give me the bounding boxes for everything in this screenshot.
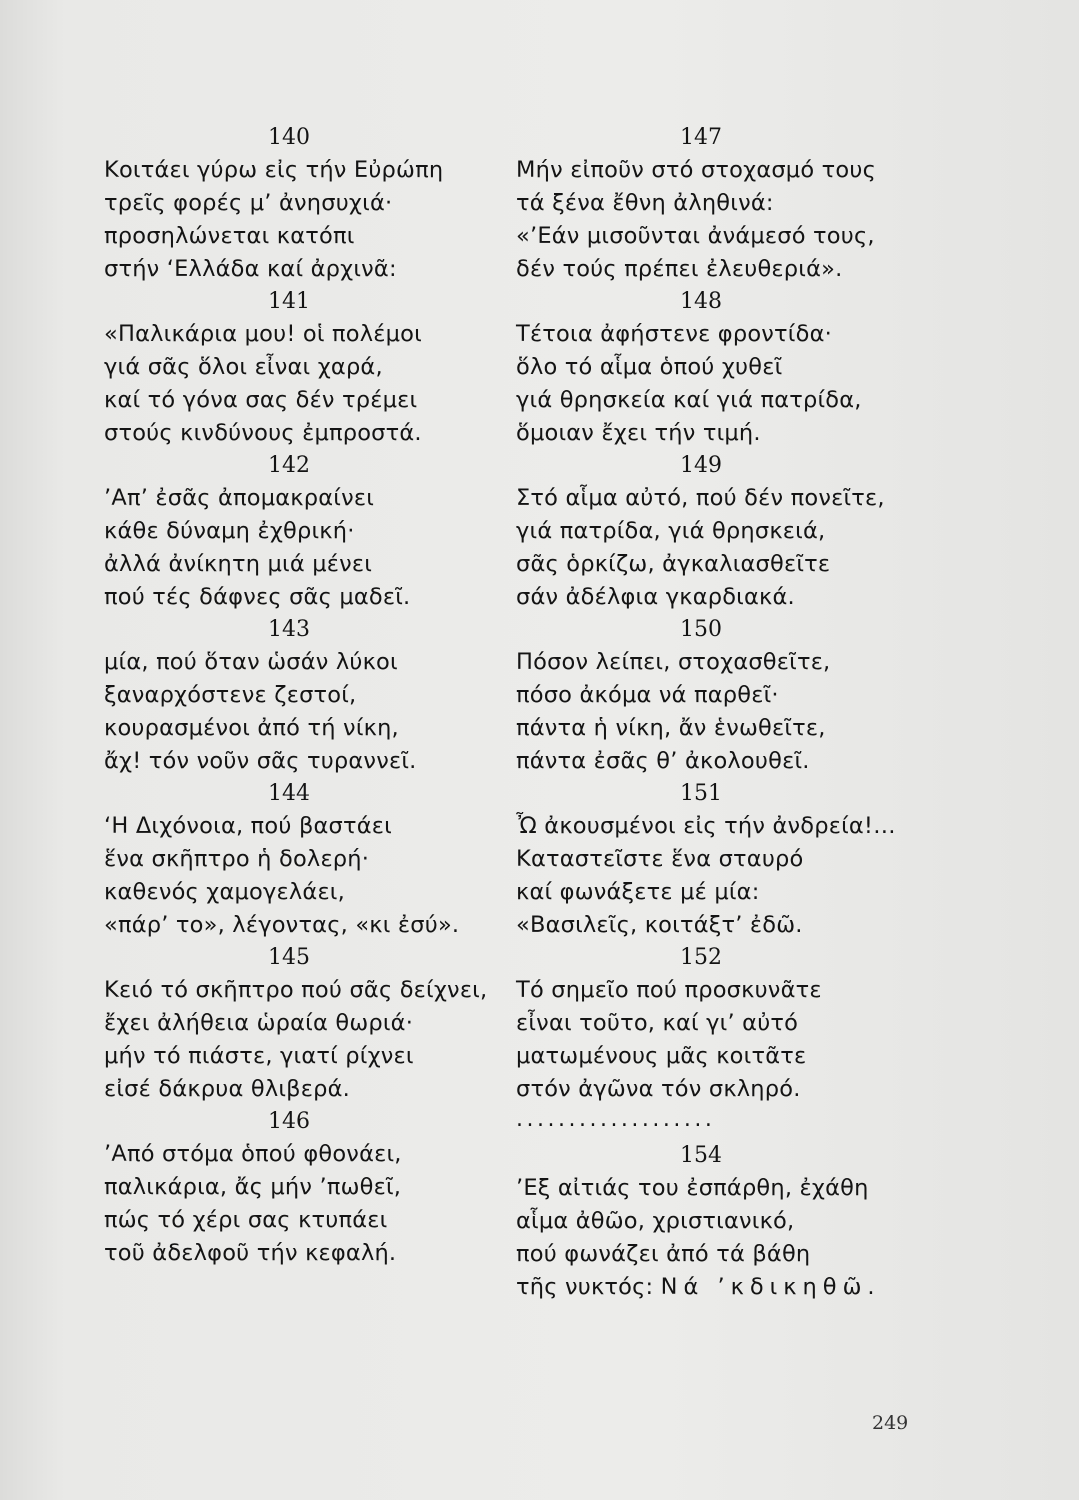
verse-line: δέν τούς πρέπει ἐλευθεριά». [516,256,843,282]
verse-line: ματωμένους μᾶς κοιτᾶτε [516,1043,807,1069]
verse-line: «’Εάν μισοῦνται ἀνάμεσό τους, [516,223,875,249]
stanza-145 [104,942,524,1106]
omission-dots: ................... [516,1107,716,1132]
verse-line: τρεῖς φορές μ’ ἀνησυχιά· [104,190,393,216]
verse-line: τά ξένα ἔθνη ἀληθινά: [516,190,774,216]
stanza-number: 151 [680,781,722,806]
stanza-number: 147 [680,125,722,150]
verse-line: Καταστεῖστε ἕνα σταυρό [516,846,804,872]
verse-line: κουρασμένοι ἀπό τή νίκη, [104,715,399,741]
verse-line: ἀλλά ἀνίκητη μιά μένει [104,551,373,577]
verse-line: «Βασιλεῖς, κοιτάξτ’ ἐδῶ. [516,912,803,938]
verse-line: ἔχει ἀλήθεια ὡραία θωριά· [104,1010,414,1036]
verse-line: «πάρ’ το», λέγοντας, «κι ἐσύ». [104,912,460,938]
verse-line: ὅμοιαν ἔχει τήν τιμή. [516,420,761,446]
stanza-140 [104,122,524,286]
verse-line: ἄχ! τόν νοῦν σᾶς τυραννεῖ. [104,748,417,774]
verse-line: πόσο ἀκόμα νά παρθεῖ· [516,682,779,708]
verse-line: πάντα ἐσᾶς θ’ ἀκολουθεῖ. [516,748,810,774]
stanza-number: 149 [680,453,722,478]
stanza-number: 152 [680,945,722,970]
verse-line: εἰσέ δάκρυα θλιβερά. [104,1076,350,1102]
stanza-146 [104,1106,524,1270]
stanza-number: 144 [268,781,310,806]
verse-line: πώς τό χέρι σας κτυπάει [104,1207,388,1233]
stanza-154 [516,1140,936,1304]
verse-line: ’Από στόμα ὁπού φθονάει, [104,1141,402,1167]
verse-line: ’Εξ αἰτιάς του ἐσπάρθη, ἐχάθη [516,1175,869,1201]
verse-line: γιά θρησκεία καί γιά πατρίδα, [516,387,862,413]
verse-line: ‘Η Διχόνοια, πού βαστάει [104,813,392,839]
verse-line: πού τές δάφνες σᾶς μαδεῖ. [104,584,411,610]
verse-line: στήν ‘Ελλάδα καί ἀρχινᾶ: [104,256,397,282]
stanza-142 [104,450,524,614]
stanza-number: 154 [680,1143,722,1168]
verse-line: ξαναρχόστενε ζεστοί, [104,682,357,708]
stanza-number: 146 [268,1109,310,1134]
verse-line: Κειό τό σκῆπτρο πού σᾶς δείχνει, [104,977,488,1003]
verse-line: Ὦ ἀκουσμένοι εἰς τήν ἀνδρεία!… [516,813,896,839]
verse-line: Πόσον λείπει, στοχασθεῖτε, [516,649,831,675]
verse-line: πάντα ἡ νίκη, ἄν ἑνωθεῖτε, [516,715,826,741]
stanza-number: 148 [680,289,722,314]
stanza-147 [516,122,936,286]
verse-line: αἷμα ἀθῶο, χριστιανικό, [516,1208,795,1234]
stanza-141 [104,286,524,450]
stanza-149 [516,450,936,614]
verse-line: σᾶς ὁρκίζω, ἀγκαλιασθεῖτε [516,551,831,577]
page-number: 249 [872,1412,909,1434]
verse-line: προσηλώνεται κατόπι [104,223,355,249]
verse-line: μία, πού ὅταν ὡσάν λύκοι [104,649,398,675]
verse-line: μήν τό πιάστε, γιατί ρίχνει [104,1043,414,1069]
left-column [104,122,524,1270]
verse-line: παλικάρια, ἄς μήν ’πωθεῖ, [104,1174,402,1200]
stanza-number: 141 [268,289,310,314]
verse-line: Κοιτάει γύρω εἰς τήν Εὐρώπη [104,157,444,183]
verse-line: πού φωνάζει ἀπό τά βάθη [516,1241,811,1267]
verse-line: εἶναι τοῦτο, καί γι’ αὐτό [516,1010,799,1036]
verse-line: γιά σᾶς ὅλοι εἶναι χαρά, [104,354,383,380]
verse-line: κάθε δύναμη ἐχθρική· [104,518,355,544]
final-verse-line [516,1271,936,1304]
verse-line: ὅλο τό αἷμα ὁπού χυθεῖ [516,354,783,380]
verse-line: Τέτοια ἀφήστενε φροντίδα· [516,321,832,347]
stanza-148 [516,286,936,450]
verse-line: τοῦ ἀδελφοῦ τήν κεφαλή. [104,1240,397,1266]
verse-line: ’Απ’ ἐσᾶς ἀπομακραίνει [104,485,375,511]
stanza-151 [516,778,936,942]
stanza-143 [104,614,524,778]
stanza-150 [516,614,936,778]
verse-line: ἕνα σκῆπτρο ἡ δολερή· [104,846,370,872]
stanza-number: 150 [680,617,722,642]
verse-line: καί φωνάξετε μέ μία: [516,879,760,905]
verse-line: Τό σημεῖο πού προσκυνᾶτε [516,977,822,1003]
final-line-emphasis: Νά ’κδικηθῶ. [660,1274,881,1300]
verse-line: στούς κινδύνους ἐμπροστά. [104,420,422,446]
verse-line: γιά πατρίδα, γιά θρησκειά, [516,518,826,544]
verse-line: στόν ἀγῶνα τόν σκληρό. [516,1076,801,1102]
verse-line: καθενός χαμογελάει, [104,879,345,905]
stanza-number: 140 [268,125,310,150]
final-line-prefix: τῆς νυκτός: [516,1274,654,1300]
stanza-number: 145 [268,945,310,970]
verse-line: «Παλικάρια μου! οἱ πολέμοι [104,321,422,347]
stanza-144 [104,778,524,942]
stanza-number: 142 [268,453,310,478]
verse-line: καί τό γόνα σας δέν τρέμει [104,387,418,413]
right-column [516,122,936,1304]
verse-line: σάν ἀδέλφια γκαρδιακά. [516,584,795,610]
stanza-152 [516,942,936,1106]
verse-line: Μήν εἰποῦν στό στοχασμό τους [516,157,876,183]
verse-line: Στό αἷμα αὐτό, πού δέν πονεῖτε, [516,485,885,511]
stanza-number: 143 [268,617,310,642]
